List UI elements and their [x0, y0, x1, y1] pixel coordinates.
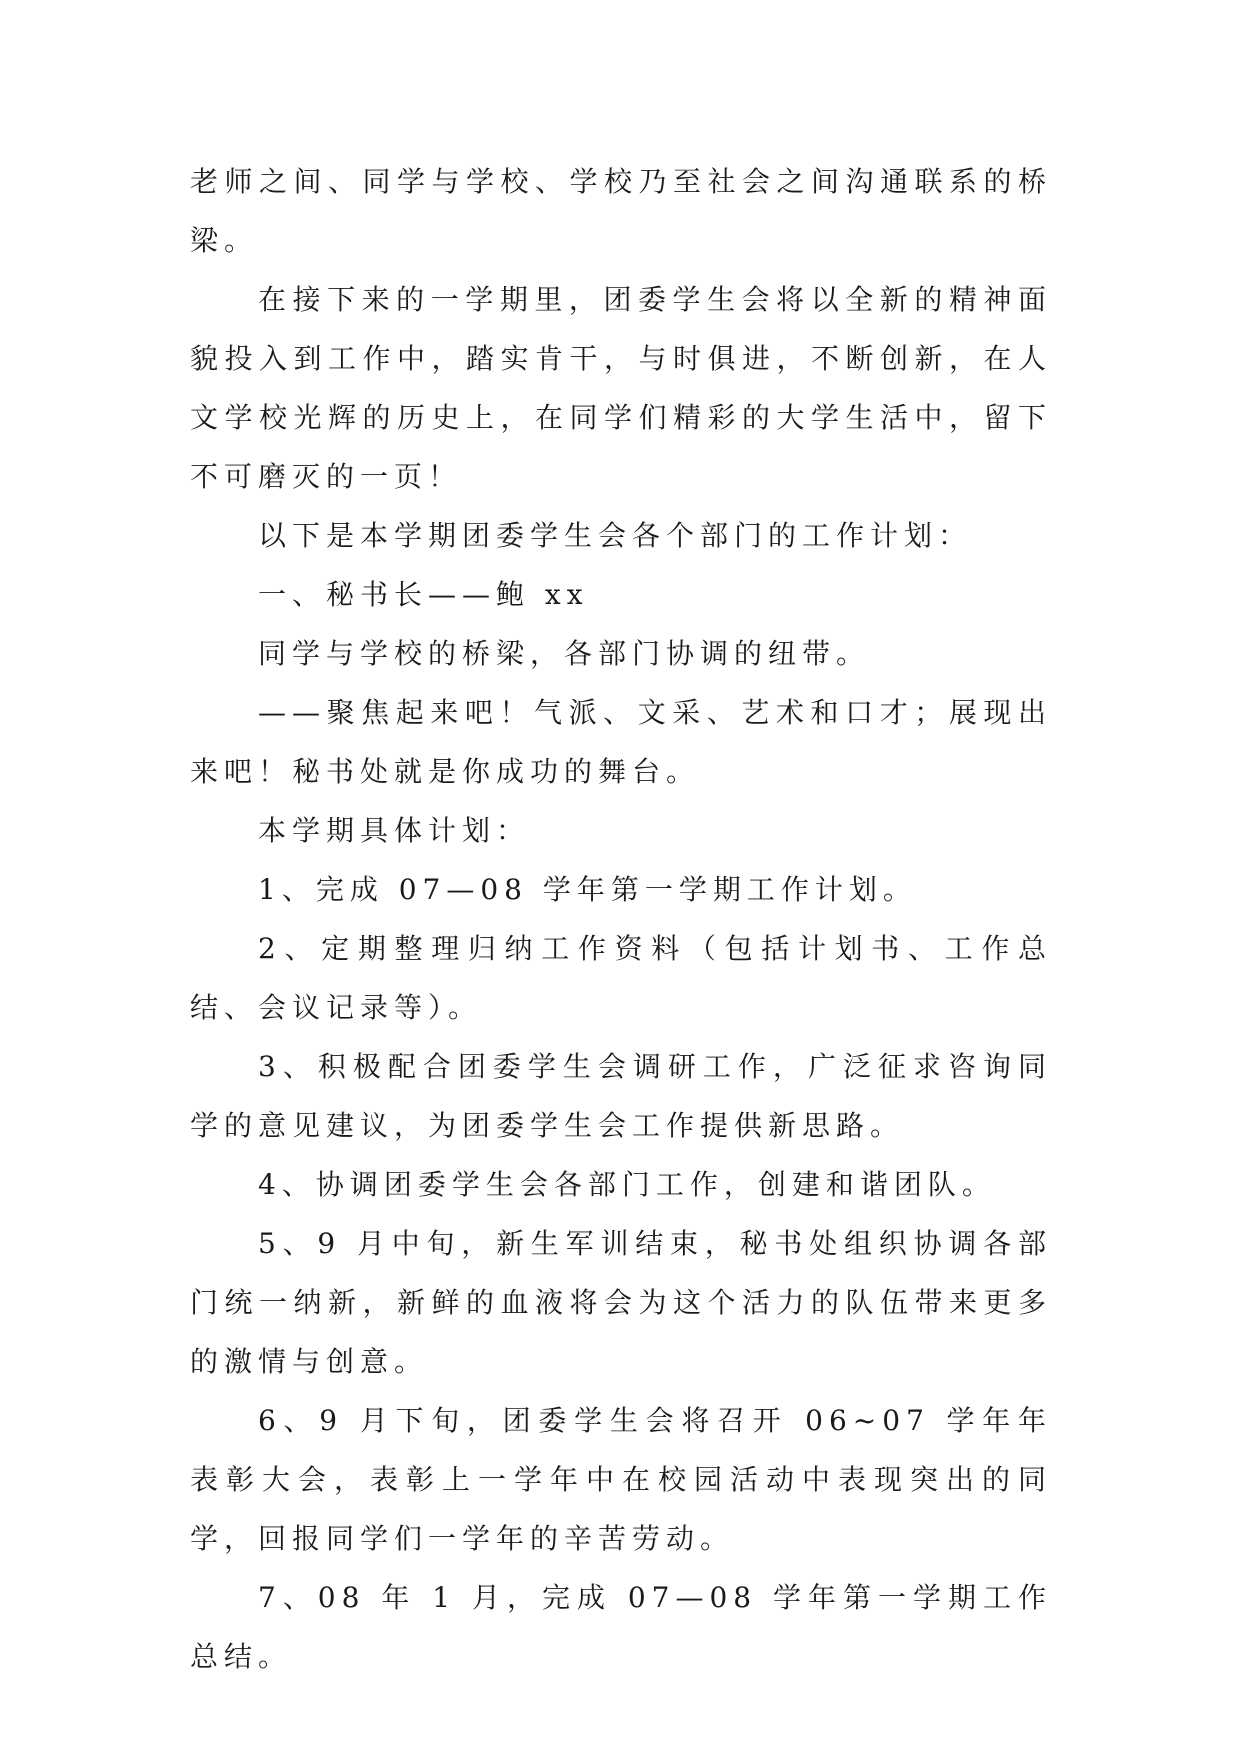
paragraph-3: 以下是本学期团委学生会各个部门的工作计划：	[258, 519, 973, 552]
plan-heading: 本学期具体计划：	[258, 814, 531, 847]
paragraph-5: 同学与学校的桥梁，各部门协调的纽带。	[258, 637, 871, 670]
plan-item-6: 6、9 月下旬，团委学生会将召开 06~07 学年年表彰大会，表彰上一学年中在校园活动中表现突出的同学，回报同学们一学年的辛苦劳动。	[190, 1404, 1052, 1555]
plan-item-1: 1、完成 07—08 学年第一学期工作计划。	[258, 873, 917, 906]
plan-item-7: 7、08 年 1 月，完成 07—08 学年第一学期工作总结。	[190, 1581, 1052, 1673]
paragraph-1: 老师之间、同学与学校、学校乃至社会之间沟通联系的桥梁。	[190, 165, 1052, 257]
plan-item-3: 3、积极配合团委学生会调研工作，广泛征求咨询同学的意见建议，为团委学生会工作提供新思路。	[190, 1050, 1052, 1142]
paragraph-6: ——聚焦起来吧！气派、文采、艺术和口才；展现出来吧！秘书处就是你成功的舞台。	[190, 696, 1052, 788]
plan-item-4: 4、协调团委学生会各部门工作，创建和谐团队。	[258, 1168, 996, 1201]
document-body	[190, 152, 1052, 1686]
plan-item-5: 5、9 月中旬，新生军训结束，秘书处组织协调各部门统一纳新，新鲜的血液将会为这个活力的队伍带来更多的激情与创意。	[190, 1227, 1052, 1378]
plan-item-2: 2、定期整理归纳工作资料（包括计划书、工作总结、会议记录等）。	[190, 932, 1052, 1024]
paragraph-2: 在接下来的一学期里，团委学生会将以全新的精神面貌投入到工作中，踏实肯干，与时俱进，不断创新，在人文学校光辉的历史上，在同学们精彩的大学生活中，留下不可磨灭的一页！	[190, 283, 1052, 493]
section-heading-secretary-general: 一、秘书长——鲍 xx	[258, 578, 589, 611]
